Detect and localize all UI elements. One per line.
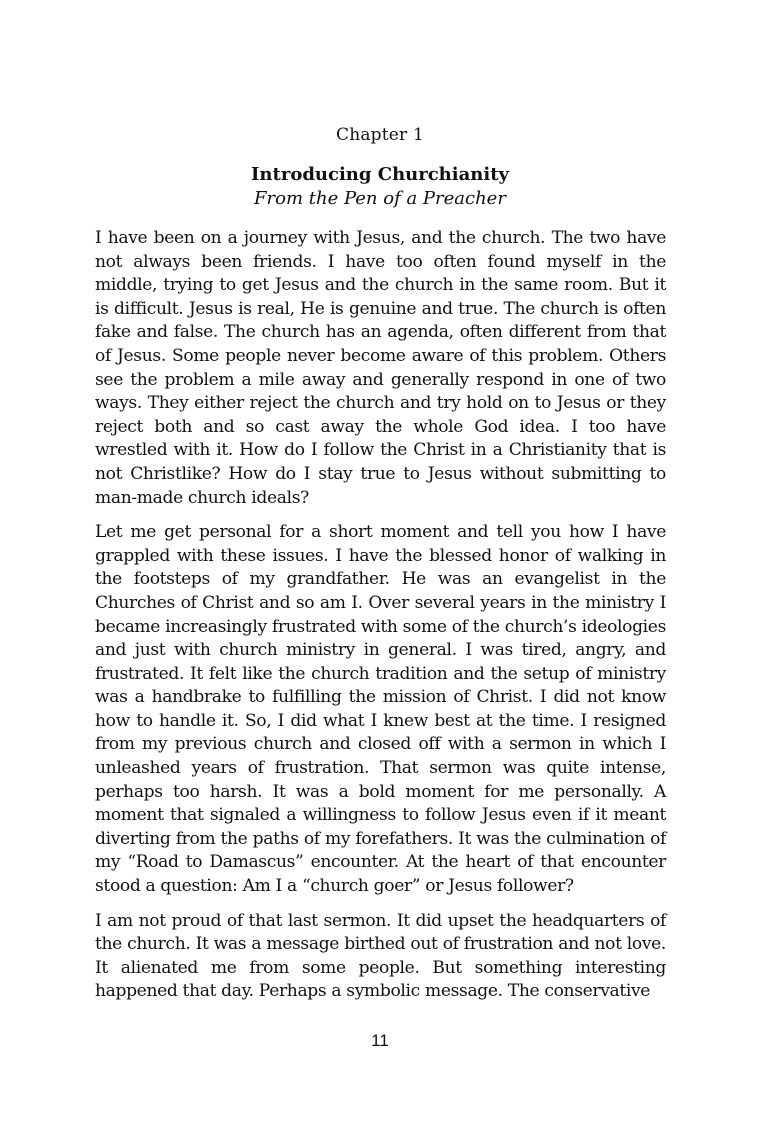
- chapter-label: Chapter 1: [335, 125, 424, 145]
- paragraph: Let me get personal for a short moment and tell you how I have grappled with these issues. I have the blessed honor of walking in the footsteps of my grandfather. He was an evangelist in the Churches of Christ and so am I. Over several years in the ministry I became increasingly frustrated with some of the church’s ideologies and just with church ministry in general. I was tired, angry, and frustrated. It felt like the church tradition and the setup of ministry was a handbrake to fulfilling the mission of Christ. I did not know how to handle it. So, I did what I knew best at the time. I resigned from my previous church and closed off with a sermon in which I unleashed years of frustration. That sermon was quite intense, perhaps too harsh. It was a bold moment for me personally. A moment that signaled a willingness to follow Jesus even if it meant diverting from the paths of my forefathers. It was the culmination of my “Road to Damascus” encounter. At the heart of that encounter stood a question: Am I a “church goer” or Jesus follower?: [95, 522, 666, 897]
- page-number: 11: [371, 1031, 389, 1050]
- body-text: [95, 227, 666, 1015]
- chapter-subtitle: From the Pen of a Preacher: [254, 188, 506, 209]
- paragraph: I have been on a journey with Jesus, and the church. The two have not always been friends. I have too often found myself in the middle, trying to get Jesus and the church in the same room. But it is difficult. Jesus is real, He is genuine and true. The church is often fake and false. The church has an agenda, often different from that of Jesus. Some people never become aware of this problem. Others see the problem a mile away and generally respond in one of two ways. They either reject the church and try hold on to Jesus or they reject both and so cast away the whole God idea. I too have wrestled with it. How do I follow the Christ in a Christianity that is not Christlike? How do I stay true to Jesus without submitting to man-made church ideals?: [95, 228, 666, 508]
- chapter-title: Introducing Churchianity: [251, 164, 509, 185]
- paragraph: I am not proud of that last sermon. It did upset the headquarters of the church. It was a message birthed out of frustration and not love. It alienated me from some people. But something interesting happened that day. Perhaps a symbolic message. The conservative: [95, 910, 666, 1002]
